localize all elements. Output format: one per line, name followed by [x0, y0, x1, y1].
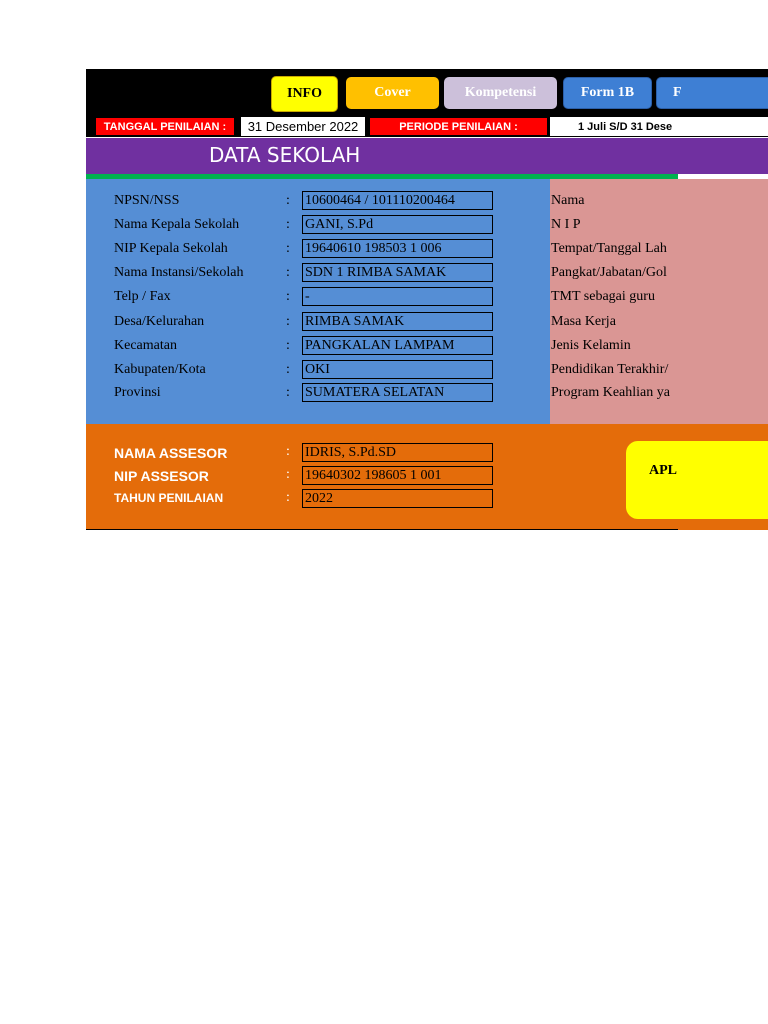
page-title: DATA SEKOLAH [209, 143, 361, 167]
npsn-label: NPSN/NSS [114, 193, 180, 208]
tab-next[interactable]: F [656, 77, 768, 109]
tempat-tanggal-lahir-label: Tempat/Tanggal Lah [551, 241, 667, 256]
desa-field[interactable]: RIMBA SAMAK [302, 312, 493, 331]
desa-label: Desa/Kelurahan [114, 314, 205, 329]
colon: : [286, 217, 290, 232]
nip-assesor-label: NIP ASSESOR [114, 468, 209, 484]
nav-bar [86, 69, 768, 116]
tmt-label: TMT sebagai guru [551, 289, 655, 304]
colon: : [286, 338, 290, 353]
colon: : [286, 289, 290, 304]
program-keahlian-label: Program Keahlian ya [551, 385, 670, 400]
kepala-sekolah-label: Nama Kepala Sekolah [114, 217, 240, 232]
instansi-label: Nama Instansi/Sekolah [114, 265, 244, 280]
tab-info[interactable]: INFO [271, 76, 338, 112]
tanggal-label: TANGGAL PENILAIAN : [96, 118, 234, 135]
nip-kepala-label: NIP Kepala Sekolah [114, 241, 228, 256]
apl-button[interactable]: APL [626, 441, 768, 519]
tahun-penilaian-label: TAHUN PENILAIAN [114, 491, 224, 505]
bottom-border [86, 529, 678, 530]
colon: : [286, 265, 290, 280]
colon: : [286, 362, 290, 377]
tanggal-value: 31 Desember 2022 [241, 117, 365, 136]
tahun-penilaian-field[interactable]: 2022 [302, 489, 493, 508]
npsn-field[interactable]: 10600464 / 101110200464 [302, 191, 493, 210]
instansi-field[interactable]: SDN 1 RIMBA SAMAK [302, 263, 493, 282]
kabupaten-field[interactable]: OKI [302, 360, 493, 379]
nama-assesor-field[interactable]: IDRIS, S.Pd.SD [302, 443, 493, 462]
title-bar [86, 138, 768, 174]
nip-kepala-field[interactable]: 19640610 198503 1 006 [302, 239, 493, 258]
tab-kompetensi[interactable]: Kompetensi [444, 77, 557, 109]
nama-assesor-label: NAMA ASSESOR [114, 445, 228, 461]
colon: : [286, 467, 290, 482]
periode-label: PERIODE PENILAIAN : [370, 118, 547, 135]
tab-form-1b[interactable]: Form 1B [563, 77, 652, 109]
pangkat-label: Pangkat/Jabatan/Gol [551, 265, 667, 280]
colon: : [286, 385, 290, 400]
colon: : [286, 241, 290, 256]
provinsi-field[interactable]: SUMATERA SELATAN [302, 383, 493, 402]
colon: : [286, 193, 290, 208]
colon: : [286, 444, 290, 459]
periode-value: 1 Juli S/D 31 Dese [550, 117, 768, 136]
kecamatan-label: Kecamatan [114, 338, 177, 353]
nama-label: Nama [551, 193, 585, 208]
nip-assesor-field[interactable]: 19640302 198605 1 001 [302, 466, 493, 485]
nip-label: N I P [551, 217, 581, 232]
jenis-kelamin-label: Jenis Kelamin [551, 338, 631, 353]
masa-kerja-label: Masa Kerja [551, 314, 616, 329]
kecamatan-field[interactable]: PANGKALAN LAMPAM [302, 336, 493, 355]
pendidikan-label: Pendidikan Terakhir/ [551, 362, 669, 377]
spreadsheet-sheet [86, 69, 768, 530]
telp-label: Telp / Fax [114, 289, 171, 304]
colon: : [286, 490, 290, 505]
kabupaten-label: Kabupaten/Kota [114, 362, 206, 377]
telp-field[interactable]: - [302, 287, 493, 306]
colon: : [286, 314, 290, 329]
tab-cover[interactable]: Cover [346, 77, 439, 109]
provinsi-label: Provinsi [114, 385, 161, 400]
date-row [86, 116, 768, 137]
kepala-sekolah-field[interactable]: GANI, S.Pd [302, 215, 493, 234]
